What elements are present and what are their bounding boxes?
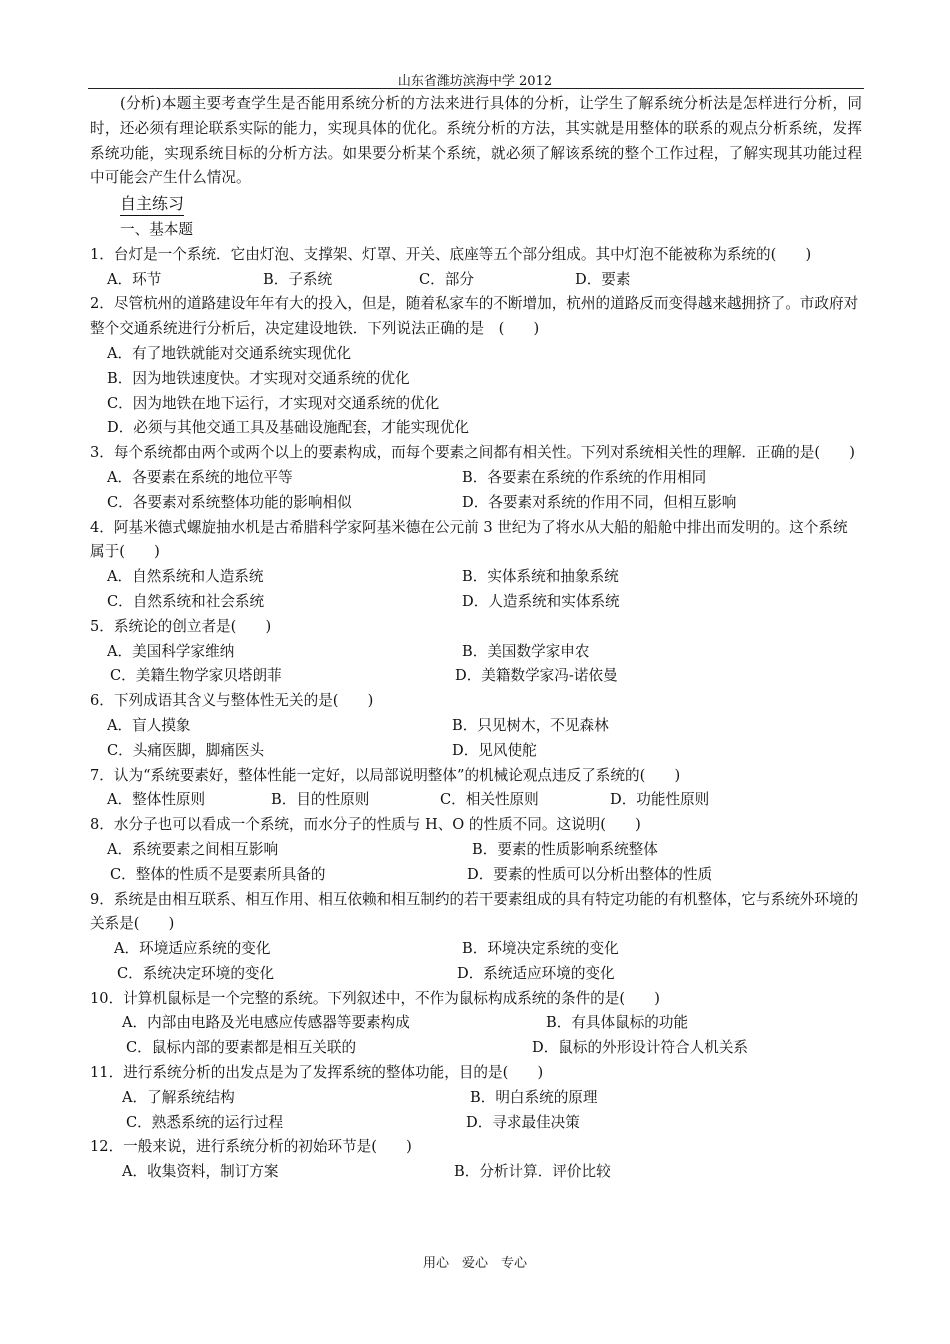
option-a: A．各要素在系统的地位平等 (107, 468, 293, 486)
options-q2-a (90, 342, 862, 367)
options-q11-row2 (90, 1111, 862, 1136)
option-d: D．各要素对系统的作用不同，但相互影响 (462, 493, 737, 511)
option-b: B．因为地铁速度快。才实现对交通系统的优化 (107, 369, 410, 387)
options-q2-d (90, 416, 862, 441)
option-d: D．要素 (575, 270, 631, 288)
options-q2-c (90, 392, 862, 417)
analysis-paragraph: (分析)本题主要考查学生是否能用系统分析的方法来进行具体的分析，让学生了解系统分析法是怎样进行分析，同时，还必须有理论联系实际的能力，实现具体的优化。系统分析的方法，其实就是用整体的联系的观点分析系统，发挥系统功能，实现系统目标的分析方法。如果要分析某个系统，就必须了解该系统的整个工作过程，了解实现其功能过程中可能会产生什么情况。 (90, 95, 862, 187)
question-1: 1．台灯是一个系统．它由灯泡、支撑架、灯罩、开关、底座等五个部分组成。其中灯泡不能被称为系统的( ) (90, 245, 812, 263)
question-9: 9．系统是由相互联系、相互作用、相互依赖和相互制约的若干要素组成的具有特定功能的有机整体，它与系统外环境的关系是( ) (90, 890, 859, 933)
subsection-title: 一、基本题 (120, 220, 193, 238)
options-q2-b (90, 367, 862, 392)
options-q7 (90, 788, 862, 813)
option-c: C．整体的性质不是要素所具备的 (110, 865, 326, 883)
section-title: 自主练习 (120, 193, 184, 216)
option-b: B．明白系统的原理 (470, 1088, 598, 1106)
options-q6-row2 (90, 739, 862, 764)
question-6: 6．下列成语其含义与整体性无关的是( ) (90, 692, 374, 710)
option-d: D．见风使舵 (452, 741, 537, 759)
option-d: D．美籍数学家冯-诺依曼 (455, 667, 618, 685)
options-q9-row2 (90, 962, 862, 987)
option-a: A．了解系统结构 (122, 1088, 235, 1106)
options-q4-row2 (90, 590, 862, 615)
option-a: A．自然系统和人造系统 (107, 568, 264, 586)
option-a: A．系统要素之间相互影响 (107, 840, 279, 858)
option-b: B．只见树木，不见森林 (452, 716, 609, 734)
question-12: 12．一般来说，进行系统分析的初始环节是( ) (90, 1138, 412, 1156)
page-header: 山东省潍坊滨海中学 2012 (397, 74, 553, 89)
option-c: C．系统决定环境的变化 (117, 964, 275, 982)
option-d: D．寻求最佳决策 (466, 1113, 580, 1131)
option-c: C．自然系统和社会系统 (107, 592, 265, 610)
options-q12-row1 (90, 1160, 862, 1185)
document-body (90, 92, 862, 1185)
question-5: 5．系统论的创立者是( ) (90, 617, 272, 635)
question-11: 11．进行系统分析的出发点是为了发挥系统的整体功能，目的是( ) (90, 1064, 544, 1082)
option-b: B．目的性原则 (271, 791, 370, 809)
option-d: D．人造系统和实体系统 (462, 592, 620, 610)
question-7: 7．认为“系统要素好，整体性能一定好，以局部说明整体”的机械论观点违反了系统的( ) (90, 766, 681, 784)
option-b: B．美国数学家申农 (462, 642, 590, 660)
options-q8-row1 (90, 838, 862, 863)
header-rule (88, 88, 864, 89)
options-q3-row1 (90, 466, 862, 491)
option-b: B．有具体鼠标的功能 (546, 1014, 689, 1032)
options-q9-row1 (90, 937, 862, 962)
option-b: B．环境决定系统的变化 (462, 940, 619, 958)
options-q6-row1 (90, 714, 862, 739)
option-d: D．鼠标的外形设计符合人机关系 (532, 1039, 749, 1057)
option-d: D．系统适应环境的变化 (457, 964, 615, 982)
options-q5-row1 (90, 640, 862, 665)
options-q11-row1 (90, 1086, 862, 1111)
options-q10-row1 (90, 1011, 862, 1036)
options-q8-row2 (90, 863, 862, 888)
question-2: 2．尽管杭州的道路建设年年有大的投入，但是，随着私家车的不断增加，杭州的道路反而变得越来越拥挤了。市政府对整个交通系统进行分析后，决定建设地铁．下列说法正确的是 ( ) (90, 295, 859, 338)
question-10: 10．计算机鼠标是一个完整的系统。下列叙述中，不作为鼠标构成系统的条件的是( ) (90, 989, 660, 1007)
option-c: C．部分 (419, 270, 474, 288)
options-q5-row2 (90, 664, 862, 689)
option-c: C．头痛医脚，脚痛医头 (107, 741, 265, 759)
page-footer: 用心 爱心 专心 (422, 1256, 527, 1271)
option-b: B．要素的性质影响系统整体 (472, 840, 658, 858)
options-q1 (90, 268, 862, 293)
option-a: A．美国科学家维纳 (107, 642, 235, 660)
option-b: B．实体系统和抽象系统 (462, 568, 619, 586)
option-a: A．整体性原则 (107, 791, 206, 809)
option-b: B．子系统 (263, 270, 333, 288)
options-q4-row1 (90, 565, 862, 590)
options-q10-row2 (90, 1036, 862, 1061)
option-d: D．功能性原则 (610, 791, 710, 809)
option-c: C．美籍生物学家贝塔朗菲 (110, 667, 282, 685)
option-a: A．收集资料，制订方案 (122, 1163, 279, 1181)
question-4: 4．阿基米德式螺旋抽水机是古希腊科学家阿基米德在公元前 3 世纪为了将水从大船的船舱中排出而发明的。这个系统属于( ) (90, 518, 848, 561)
option-c: C．各要素对系统整体功能的影响相似 (107, 493, 352, 511)
question-8: 8．水分子也可以看成一个系统，而水分子的性质与 H、O 的性质不同。这说明( ) (90, 816, 641, 834)
option-c: C．鼠标内部的要素都是相互关联的 (126, 1039, 357, 1057)
option-a: A．内部由电路及光电感应传感器等要素构成 (122, 1014, 410, 1032)
question-3: 3．每个系统都由两个或两个以上的要素构成，而每个要素之间都有相关性。下列对系统相关性的理解．正确的是( ) (90, 444, 855, 462)
option-a: A．环节 (107, 270, 162, 288)
option-c: C．相关性原则 (440, 791, 539, 809)
option-a: A．环境适应系统的变化 (114, 940, 271, 958)
option-b: B．分析计算．评价比较 (454, 1163, 611, 1181)
option-a: A．有了地铁就能对交通系统实现优化 (107, 344, 352, 362)
options-q3-row2 (90, 491, 862, 516)
option-c: C．因为地铁在地下运行，才实现对交通系统的优化 (107, 394, 440, 412)
option-c: C．熟悉系统的运行过程 (126, 1113, 284, 1131)
option-d: D．必须与其他交通工具及基础设施配套，才能实现优化 (107, 419, 469, 437)
option-d: D．要素的性质可以分析出整体的性质 (467, 865, 713, 883)
option-a: A．盲人摸象 (107, 716, 191, 734)
option-b: B．各要素在系统的作系统的作用相同 (462, 468, 707, 486)
